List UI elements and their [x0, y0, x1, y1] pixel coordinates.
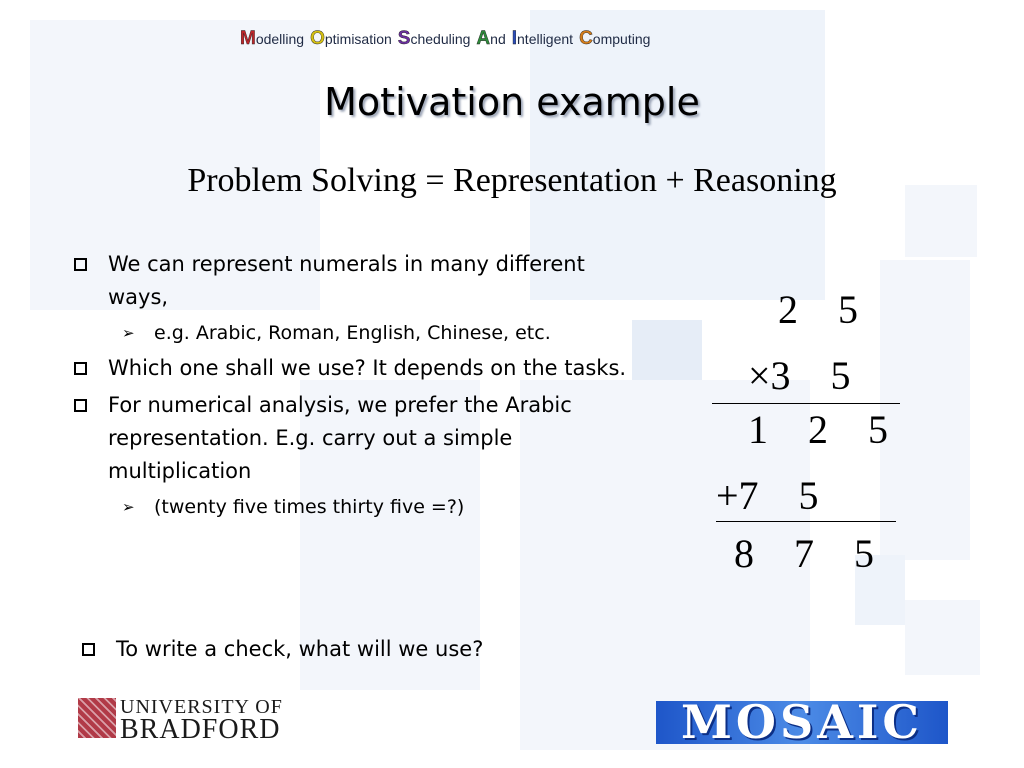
banner-word: Intelligent	[511, 28, 574, 49]
mosaic-logo: MOSAIC	[656, 701, 948, 744]
checkbox-bullet-icon	[74, 399, 87, 412]
multiplication-rule-2	[716, 521, 896, 522]
banner-modelling-optimisation	[240, 28, 656, 50]
banner-word: Scheduling	[397, 28, 471, 49]
banner-word: Modelling	[240, 28, 305, 49]
multiplication-row-5: 8 7 5	[734, 531, 874, 576]
slide-title: Motivation example	[324, 80, 700, 124]
bullet-item: For numerical analysis, we prefer the Arabic representation. E.g. carry out a simple multiplication	[70, 389, 630, 488]
multiplication-row-1: 2 5	[778, 287, 858, 332]
slide-subtitle: Problem Solving = Representation + Reasoning	[187, 162, 837, 199]
bullet-item: Which one shall we use? It depends on the tasks.	[70, 352, 630, 385]
multiplication-row-4: +7 5	[716, 473, 819, 518]
bullet-item: We can represent numerals in many different ways,	[70, 248, 630, 314]
bullet-list	[70, 248, 630, 526]
background-square	[905, 600, 980, 675]
arrow-bullet-icon: ➢	[122, 498, 135, 516]
checkbox-bullet-icon	[74, 362, 87, 375]
checkbox-bullet-icon	[82, 643, 95, 656]
multiplication-row-2: ×3 5	[748, 353, 851, 398]
multiplication-row-3: 1 2 5	[748, 407, 888, 452]
sub-bullet-item: ➢ (twenty five times thirty five =?)	[70, 492, 630, 522]
checkbox-bullet-icon	[74, 258, 87, 271]
sub-bullet-item: ➢ e.g. Arabic, Roman, English, Chinese, etc.	[70, 318, 630, 348]
bullet-item-check: To write a check, what will we use?	[78, 633, 638, 670]
multiplication-rule-1	[712, 403, 900, 404]
banner-word: Computing	[579, 28, 651, 49]
banner-word: Optimisation	[310, 28, 392, 49]
crest-icon	[78, 698, 116, 738]
banner-word: And	[476, 28, 506, 49]
background-square	[880, 260, 970, 560]
arrow-bullet-icon: ➢	[122, 324, 135, 342]
